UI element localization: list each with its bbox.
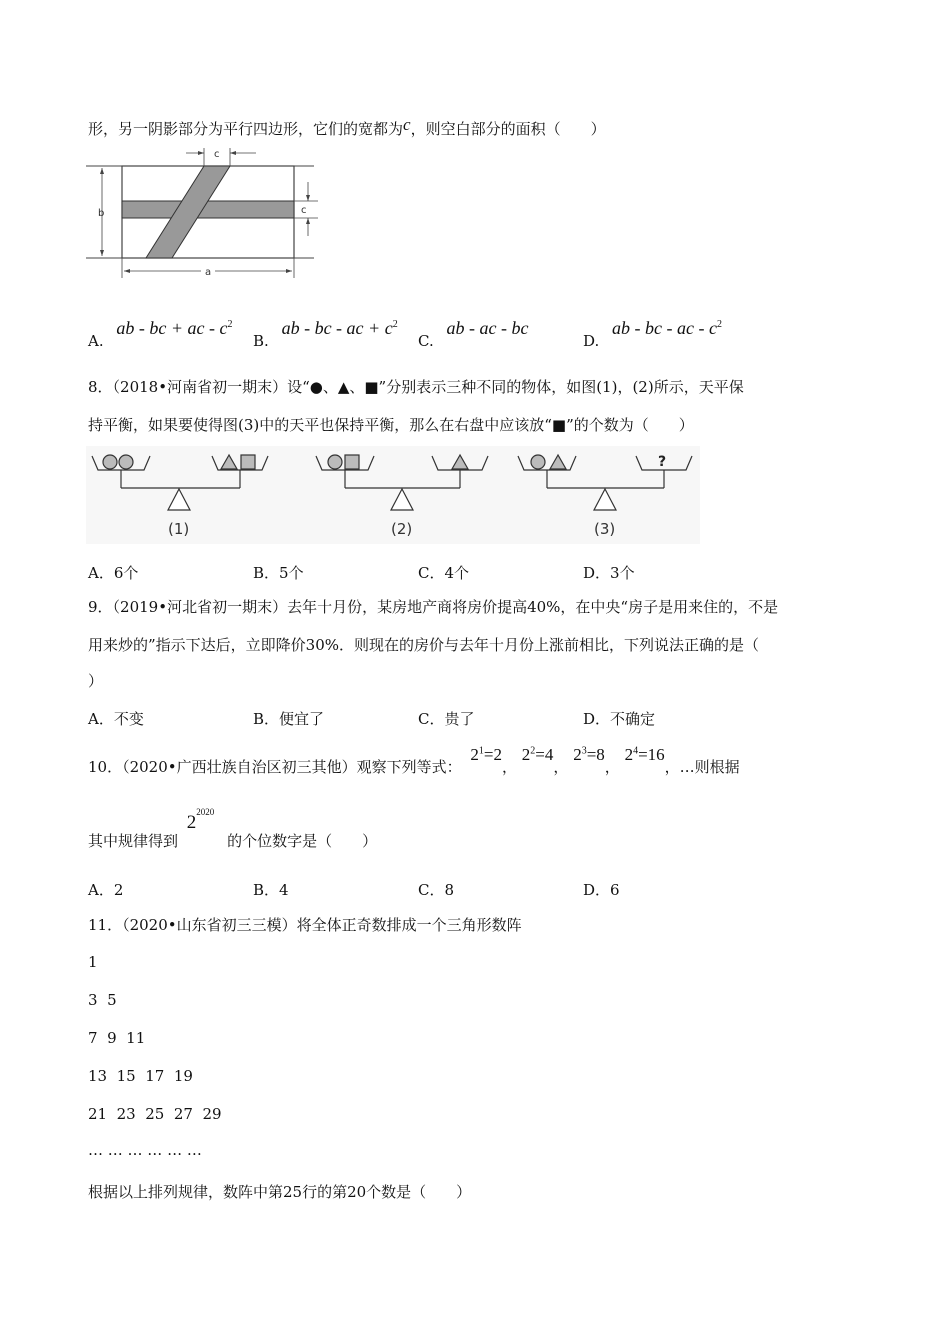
balance-2-caption: (2) [391,520,413,538]
q10-line2-post: 的个位数字是（ ） [227,832,378,850]
q10-power: $2^{2020}$ [186,806,215,833]
q7-stem-text: 形，另一阴影部分为平行四边形，它们的宽都为 [88,120,404,138]
balance-3-question-mark: ? [658,454,667,470]
q10-eq-4: $2^4=16$ [624,745,665,764]
q11-stem: 11．（2020•山东省初三三模）将全体正奇数排成一个三角形数阵 [88,916,522,934]
q7-option-c-letter: C. [418,332,434,350]
q11-row-2: 3 5 [88,991,117,1009]
q7-option-d-letter: D. [583,332,600,350]
balance-1-caption: (1) [168,520,190,538]
q7-option-b[interactable] [253,318,398,350]
q7-option-d[interactable] [583,318,722,350]
q7-option-a[interactable] [88,318,233,350]
q10-eq-1: $2^1=2$ [470,745,502,764]
q11-row-3: 7 9 11 [88,1029,146,1047]
q7-option-a-sup: 2 [227,319,233,330]
q8-option-d[interactable]: D．3个 [583,564,635,582]
q9-option-d[interactable]: D．不确定 [583,710,656,728]
q11-row-6: … … … … … … [88,1141,202,1159]
q8-stem-line2: 持平衡，如果要使得图(3)中的天平也保持平衡，那么在右盘中应该放“■”的个数为（ ） [88,416,694,434]
q9-option-a[interactable]: A．不变 [88,710,144,728]
balance-3-caption: (3) [594,520,616,538]
q7-var-c: c [403,115,411,134]
q7-option-d-sup: 2 [717,319,722,330]
q8-option-a[interactable]: A．6个 [88,564,139,582]
q9-option-c[interactable]: C．贵了 [418,710,475,728]
q7-label-c-top: c [214,149,220,160]
q7-option-c[interactable] [418,318,529,350]
q8-stem-line1: 8．（2018•河南省初一期末）设“●、▲、■”分别表示三种不同的物体，如图(1)，(2)所示，天平保 [88,378,744,396]
q11-row-4: 13 15 17 19 [88,1067,193,1085]
q9-stem-line2: 用来炒的”指示下达后，立即降价30%．则现在的房价与去年十月份上涨前相比，下列说法正确的是（ [88,636,760,654]
q7-stem-tail: ，则空白部分的面积（ ） [410,120,606,138]
q11-row-5: 21 23 25 27 29 [88,1105,222,1123]
q8-option-b[interactable]: B．5个 [253,564,304,582]
q7-stem [88,115,606,139]
q9-option-b[interactable]: B．便宜了 [253,710,325,728]
q10-line2-pre: 其中规律得到 [88,832,179,850]
q10-lead: 10．（2020•广西壮族自治区初三其他）观察下列等式： [88,758,462,776]
q7-option-b-letter: B. [253,332,269,350]
q11-row-1: 1 [88,953,98,971]
q7-option-b-sup: 2 [392,319,398,330]
q10-eq-2: $2^2=4$ [521,745,554,764]
q10-tail: ，…则根据 [664,758,740,776]
q10-stem-line2 [88,806,378,850]
q10-option-a[interactable]: A．2 [88,881,124,899]
q10-option-c[interactable]: C．8 [418,881,455,899]
q11-question: 根据以上排列规律，数阵中第25行的第20个数是（ ） [88,1183,472,1201]
q7-option-a-letter: A. [88,332,104,350]
q8-balance-figure [86,446,700,544]
q7-label-b: b [98,208,105,219]
q10-stem-line1: 10．（2020•广西壮族自治区初三其他）观察下列等式： $2^1=2$， $2^2=4$， $2^3=8$， $2^4=16$，…则根据 [88,745,740,776]
q8-option-c[interactable]: C．4个 [418,564,470,582]
q9-stem-line3: ） [88,672,104,690]
q7-option-a-expr: ab - bc + ac - c [116,318,228,338]
q7-option-c-expr: ab - ac - bc [446,318,529,338]
q10-option-b[interactable]: B．4 [253,881,289,899]
q7-label-c-right: c [301,205,307,216]
q9-stem-line1: 9．（2019•河北省初一期末）去年十月份，某房地产商将房价提高40%，在中央“房子是用来住的，不是 [88,598,779,616]
q10-option-d[interactable]: D．6 [583,881,620,899]
q10-eq-3: $2^3=8$ [573,745,605,764]
q7-rectangle-figure [86,144,326,288]
q7-option-b-expr: ab - bc - ac + c [281,318,393,338]
q7-option-d-expr: ab - bc - ac - c [612,318,717,338]
q7-label-a: a [205,267,212,278]
